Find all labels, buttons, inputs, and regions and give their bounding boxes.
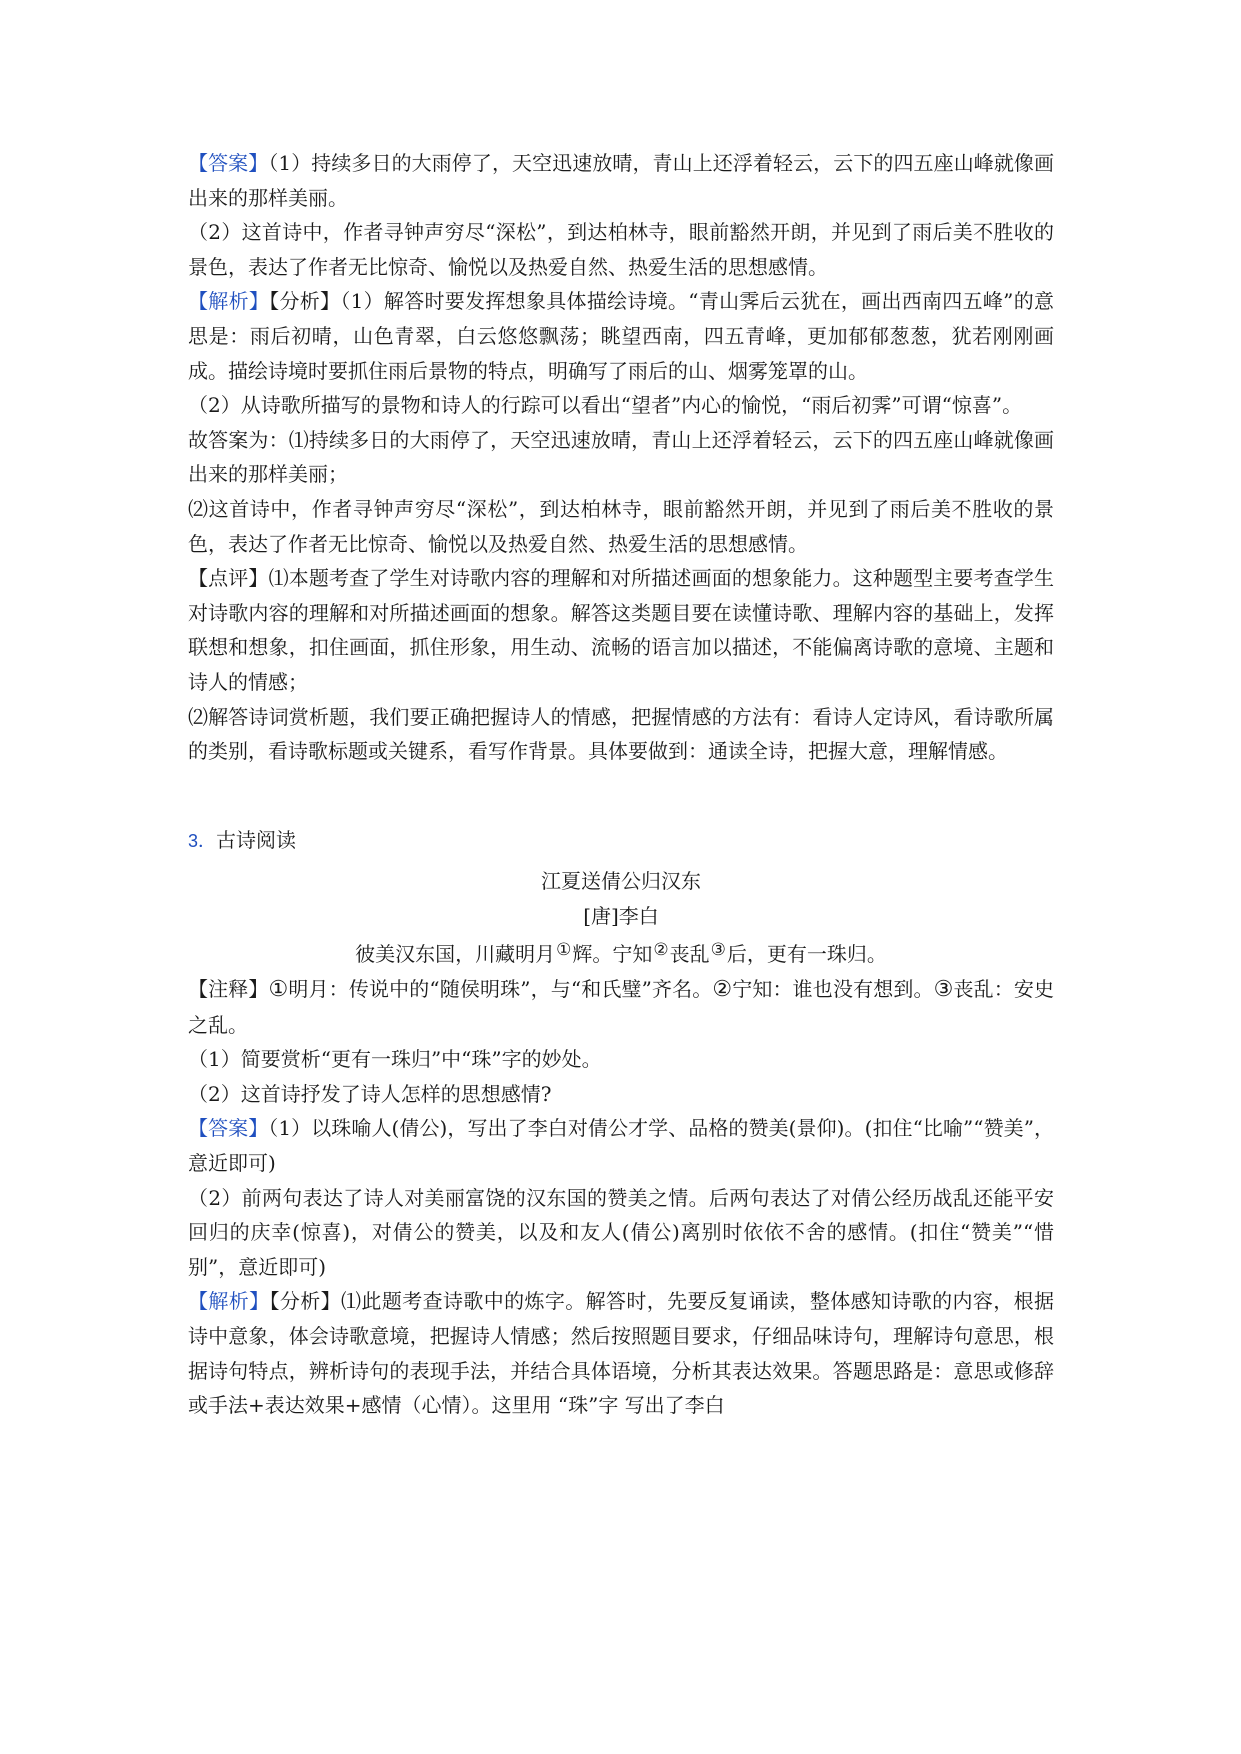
poem-author: [唐]李白 bbox=[583, 903, 659, 928]
note-text-3: 丧乱：安史之乱。 bbox=[188, 977, 1055, 1037]
q2-analysis-2: （2）从诗歌所描写的景物和诗人的行踪可以看出“望者”内心的愉悦，“雨后初霁”可谓“惊喜”。 bbox=[188, 393, 1023, 418]
note-text-1: 明月：传说中的“随侯明珠”，与“和氏璧”齐名。 bbox=[288, 977, 713, 1002]
answer-text-1: （1）持续多日的大雨停了，天空迅速放晴，青山上还浮着轻云，云下的四五座山峰就像画出来的那样美丽。 bbox=[188, 151, 1054, 210]
footnote-mark-3: ③ bbox=[710, 940, 726, 961]
footnote-mark-2: ② bbox=[653, 940, 669, 961]
poem-text-c: 丧乱 bbox=[669, 942, 710, 967]
q2-final-answer-2: ⑵这首诗中，作者寻钟声穷尽“深松”，到达柏林寺，眼前豁然开朗，并见到了雨后美不胜收的景色，表达了作者无比惊奇、愉悦以及热爱自然、热爱生活的思想感情。 bbox=[188, 496, 1054, 556]
document-page bbox=[188, 146, 1054, 1423]
answer-tag: 【答案】 bbox=[188, 151, 269, 175]
question-number: 3． bbox=[188, 830, 217, 851]
poem-title: 江夏送倩公归汉东 bbox=[541, 869, 701, 894]
analysis-text-1: 【分析】⑴此题考查诗歌中的炼字。解答时，先要反复诵读，整体感知诗歌的内容，根据诗中意象，体会诗歌意境，把握诗人情感；然后按照题目要求，仔细品味诗句，理解诗句意思，根据诗句特点，辨析诗句的表现手法，并结合具体语境，分析其表达效果。答题思路是：意思或修辞或手法+表达效果+感情（心情）。这里用 “珠”字 写出了李白 bbox=[188, 1289, 1055, 1418]
q3-answer-2: （2）前两句表达了诗人对美丽富饶的汉东国的赞美之情。后两句表达了对倩公经历战乱还能平安回归的庆幸(惊喜)，对倩公的赞美，以及和友人(倩公)离别时依依不舍的感情。(扣住“赞美”“惜别”，意近即可) bbox=[188, 1185, 1054, 1279]
note-mark-2: ② bbox=[712, 977, 733, 1003]
q2-comment-2: ⑵解答诗词赏析题，我们要正确把握诗人的情感，把握情感的方法有：看诗人定诗风，看诗歌所属的类别，看诗歌标题或关键系，看写作背景。具体要做到：通读全诗，把握大意，理解情感。 bbox=[188, 704, 1054, 764]
spacer bbox=[188, 769, 1054, 823]
q3-heading bbox=[188, 823, 1054, 859]
poem-text-b: 辉。宁知 bbox=[572, 942, 653, 967]
note-mark-1: ① bbox=[268, 977, 289, 1003]
q2-comment-1: 【点评】⑴本题考查了学生对诗歌内容的理解和对所描述画面的想象能力。这种题型主要考查学生对诗歌内容的理解和对所描述画面的想象。解答这类题目要在读懂诗歌、理解内容的基础上，发挥联想和想象，扣住画面，抓住形象，用生动、流畅的语言加以描述，不能偏离诗歌的意境、主题和诗人的情感； bbox=[188, 566, 1054, 694]
q3-question-1: （1）简要赏析“更有一珠归”中“珠”字的妙处。 bbox=[188, 1047, 602, 1072]
note-mark-3: ③ bbox=[933, 977, 954, 1003]
q3-question-2: （2）这首诗抒发了诗人怎样的思想感情? bbox=[188, 1081, 552, 1106]
poem-text-a: 彼美汉东国，川藏明月 bbox=[355, 942, 556, 967]
q2-answer-2: （2）这首诗中，作者寻钟声穷尽“深松”，到达柏林寺，眼前豁然开朗，并见到了雨后美不胜收的景色，表达了作者无比惊奇、愉悦以及热爱自然、热爱生活的思想感情。 bbox=[188, 220, 1054, 279]
poem-text-d: 后，更有一珠归。 bbox=[726, 942, 887, 967]
analysis-text-1: 【分析】（1）解答时要发挥想象具体描绘诗境。“青山霁后云犹在，画出西南四五峰”的意思是：雨后初晴，山色青翠，白云悠悠飘荡；眺望西南，四五青峰，更加郁郁葱葱，犹若刚刚画成。描绘诗境时要抓住雨后景物的特点，明确写了雨后的山、烟雾笼罩的山。 bbox=[188, 289, 1054, 383]
footnote-mark-1: ① bbox=[556, 940, 572, 961]
poem-line bbox=[188, 933, 1054, 972]
q2-answer-1 bbox=[188, 146, 1054, 215]
note-text-2: 宁知：谁也没有想到。 bbox=[732, 977, 934, 1002]
answer-tag: 【答案】 bbox=[188, 1116, 269, 1141]
analysis-tag: 【解析】 bbox=[188, 1289, 270, 1314]
q2-analysis-1 bbox=[188, 284, 1054, 388]
answer-text-1: （1）以珠喻人(倩公)，写出了李白对倩公才学、品格的赞美(景仰)。(扣住“比喻”“赞美”，意近即可) bbox=[188, 1116, 1055, 1176]
q3-analysis-1 bbox=[188, 1284, 1054, 1422]
notes-label: 【注释】 bbox=[188, 977, 269, 1002]
q3-answer-1 bbox=[188, 1111, 1054, 1180]
analysis-tag: 【解析】 bbox=[188, 289, 270, 314]
poem-notes bbox=[188, 972, 1054, 1042]
question-heading: 古诗阅读 bbox=[216, 827, 297, 852]
q2-final-answer-1: 故答案为：⑴持续多日的大雨停了，天空迅速放晴，青山上还浮着轻云，云下的四五座山峰就像画出来的那样美丽； bbox=[188, 427, 1054, 487]
